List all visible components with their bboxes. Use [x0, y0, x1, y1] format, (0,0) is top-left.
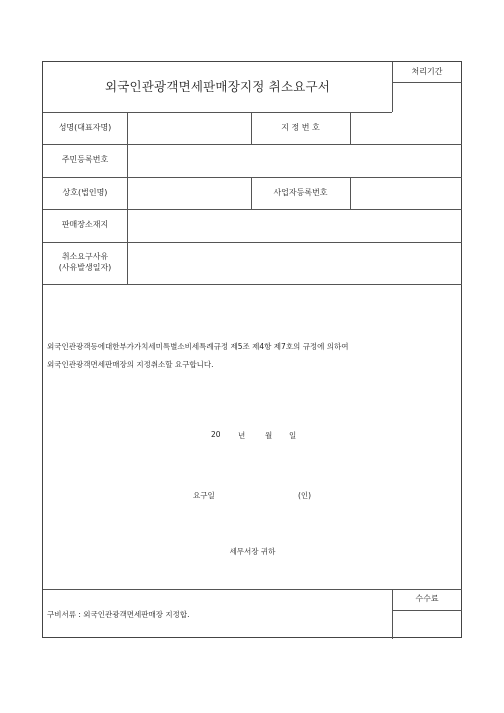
- form-title: 외국인관광객면세판매장지정 취소요구서: [104, 78, 331, 94]
- store-address-field[interactable]: [128, 210, 462, 242]
- designation-number-field[interactable]: [351, 113, 462, 144]
- cancellation-reason-label-line1: 취소요구사유: [61, 252, 109, 262]
- date-year: 20: [211, 430, 221, 439]
- requester-label: 요구일: [193, 491, 215, 500]
- trade-name-label: 상호(법인명): [62, 187, 108, 197]
- cancellation-reason-label-line2: (사유발생일자): [58, 263, 112, 272]
- resident-number-label: 주민등록번호: [61, 155, 109, 165]
- processing-period-value[interactable]: [392, 83, 462, 112]
- cancellation-request-form: [42, 61, 462, 638]
- request-date: [43, 430, 462, 444]
- trade-name-field[interactable]: [128, 178, 251, 209]
- row-divider-5: [43, 284, 462, 285]
- business-registration-field[interactable]: [351, 178, 462, 209]
- required-documents: 구비서류 : 외국인관광객면세판매장 지정합.: [47, 610, 190, 619]
- business-registration-label: 사업자등록번호: [273, 187, 328, 197]
- fee-value[interactable]: [393, 611, 462, 638]
- resident-number-field[interactable]: [128, 145, 462, 177]
- store-address-label: 판매장소재지: [61, 220, 109, 230]
- cancellation-reason-label: [43, 242, 127, 284]
- fee-label: 수수료: [415, 594, 439, 604]
- processing-period-label: 처리기간: [411, 66, 443, 76]
- request-statement-line1: 외국인관광객등에대한부가가치세미특별소비세특례규정 제5조 제4항 제7호의 규정에 의하여: [47, 342, 349, 351]
- request-statement-line2: 외국인관광객면세판매장의 지정취소할 요구합니다.: [47, 360, 214, 369]
- date-month-unit: 월: [265, 431, 273, 440]
- seal-label: (인): [298, 491, 312, 500]
- name-field[interactable]: [128, 113, 251, 144]
- designation-number-label: 지 정 번 호: [281, 122, 320, 132]
- date-day-unit: 일: [289, 431, 297, 440]
- cancellation-reason-field[interactable]: [128, 243, 462, 284]
- date-year-unit: 년: [238, 431, 246, 440]
- requester-line: [43, 490, 462, 504]
- name-label: 성명(대표자명): [58, 122, 112, 132]
- recipient-line: 세무서장 귀하: [229, 547, 276, 556]
